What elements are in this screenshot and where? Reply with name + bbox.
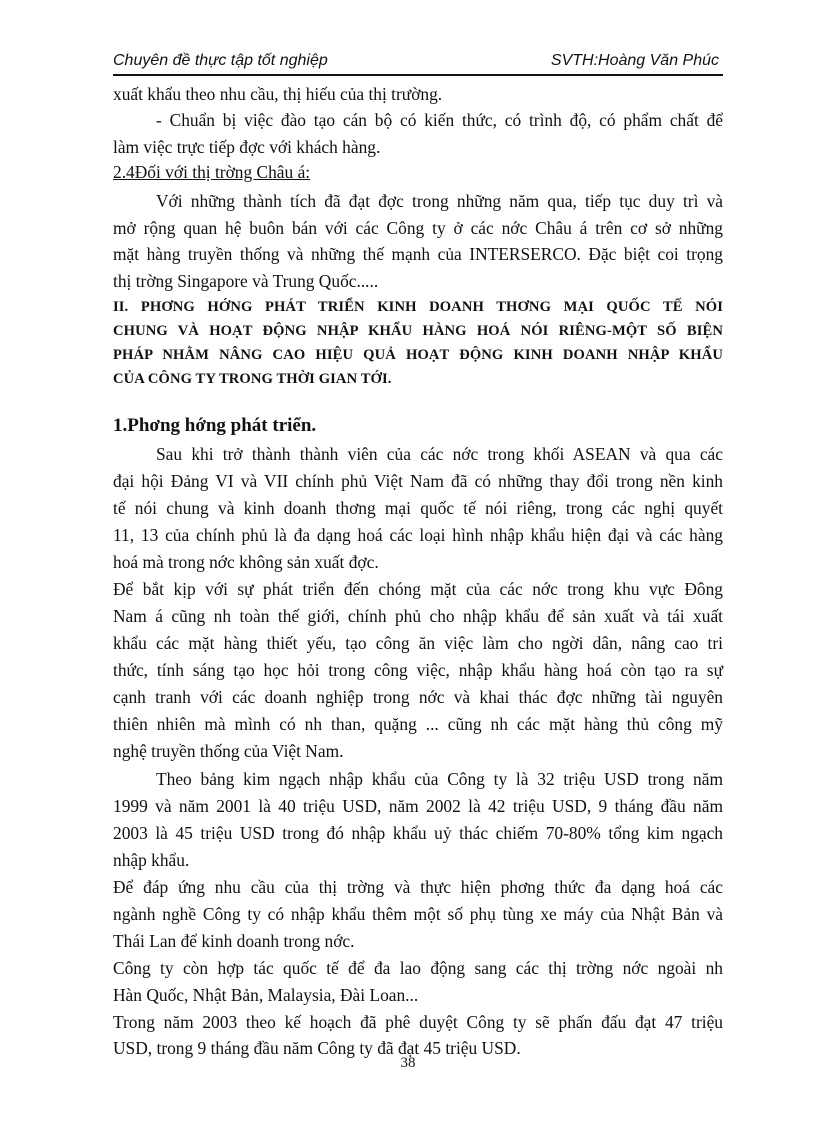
running-header [113,50,723,76]
header-title: Chuyên đề thực tập tốt nghiệp [113,52,328,69]
text-line: ngành nghề Công ty có nhập khẩu thêm một số phụ tùng xe máy của Nhật Bản và [113,904,723,924]
text-line: Để bắt kịp với sự phát triển đến chóng mặt của các nớc trong khu vực Đông [113,579,723,599]
subsection-heading: 1.Phơng hớng phát triển. [113,415,317,436]
text-line: Để đáp ứng nhu cầu của thị trờng và thực hiện phơng thức đa dạng hoá các [113,877,723,897]
text-line: 1999 và năm 2001 là 40 triệu USD, năm 2002 là 42 triệu USD, 9 tháng đầu năm [113,796,723,816]
text-line: thị trờng Singapore và Trung Quốc..... [113,271,379,291]
text-line: mở rộng quan hệ buôn bán với các Công ty ở các nớc Châu á trên cơ sở những [113,218,723,238]
text-line: Trong năm 2003 theo kế hoạch đã phê duyệt Công ty sẽ phấn đấu đạt 47 triệu [113,1012,723,1032]
text-line: hoá mà trong nớc không sản xuất đợc. [113,552,379,572]
text-line: nghệ truyền thống của Việt Nam. [113,741,344,761]
text-line: Hàn Quốc, Nhật Bản, Malaysia, Đài Loan... [113,985,419,1005]
section-heading-line: PHÁP NHẰM NÂNG CAO HIỆU QUẢ HOẠT ĐỘNG KINH DOANH NHẬP KHẨU [113,347,723,363]
text-line: 11, 13 của chính phủ là đa dạng hoá các loại hình nhập khẩu hiện đại và các hàng [113,525,723,545]
text-line: Theo bảng kim ngạch nhập khẩu của Công ty là 32 triệu USD trong năm [156,769,723,789]
page-number: 38 [400,1055,416,1071]
text-line: Với những thành tích đã đạt đợc trong những năm qua, tiếp tục duy trì và [156,191,723,211]
text-line: USD, trong 9 tháng đầu năm Công ty đã đạt 45 triệu USD. [113,1038,521,1058]
text-line: nhập khẩu. [113,850,190,870]
text-line: mặt hàng truyền thống và những thế mạnh của INTERSERCO. Đặc biệt coi trọng [113,244,723,264]
text-line: thiên nhiên mà mình có nh than, quặng ... cũng nh các mặt hàng thủ công mỹ [113,714,723,734]
text-line: - Chuẩn bị việc đào tạo cán bộ có kiến thức, có trình độ, có phẩm chất để [156,110,723,130]
text-line: tế nói chung và kinh doanh thơng mại quốc tế nói riêng, trong các nghị quyết [113,498,723,518]
text-line: xuất khẩu theo nhu cầu, thị hiếu của thị trường. [113,84,443,104]
header-author: SVTH:Hoàng Văn Phúc [550,52,719,69]
text-line: Sau khi trở thành thành viên của các nớc trong khối ASEAN và qua các [156,444,723,464]
text-line: 2003 là 45 triệu USD trong đó nhập khẩu uỷ thác chiếm 70-80% tổng kim ngạch [113,823,723,843]
text-line: khẩu các mặt hàng thiết yếu, tạo công ăn việc làm cho ngời dân, nâng cao tri [113,633,723,653]
text-line: thức, tính sáng tạo học hỏi trong công việc, nhập khẩu hàng hoá còn tạo ra sự [113,660,723,680]
section-heading-line: CỦA CÔNG TY TRONG THỜI GIAN TỚI. [113,371,392,387]
text-line: Nam á cũng nh toàn thế giới, chính phủ cho nhập khẩu để sản xuất và tái xuất [113,606,723,626]
text-line: cạnh tranh với các doanh nghiệp trong nớc và khai thác đợc những tài nguyên [113,687,723,707]
section-heading-line: II. PHƠNG HỚNG PHÁT TRIỂN KINH DOANH THƠNG MẠI QUỐC TẾ NÓI [113,299,723,315]
text-line: Thái Lan để kinh doanh trong nớc. [113,931,355,951]
subsection-heading: 2.4Đối với thị trờng Châu á: [113,162,311,182]
section-heading-line: CHUNG VÀ HOẠT ĐỘNG NHẬP KHẨU HÀNG HOÁ NÓI RIÊNG-MỘT SỐ BIỆN [113,323,723,339]
text-line: làm việc trực tiếp đợc với khách hàng. [113,137,381,157]
text-line: Công ty còn hợp tác quốc tế để đa lao động sang các thị trờng nớc ngoài nh [113,958,723,978]
text-line: đại hội Đảng VI và VII chính phủ Việt Nam đã có những thay đổi trong nền kinh [113,471,723,491]
